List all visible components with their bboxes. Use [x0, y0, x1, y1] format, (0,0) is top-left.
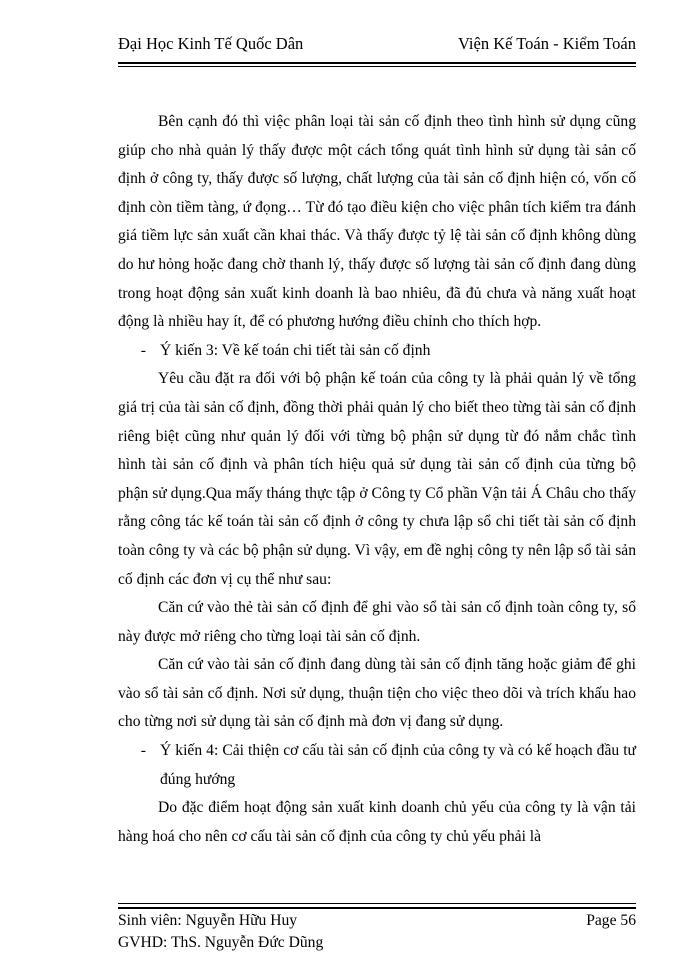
header-university: Đại Học Kinh Tế Quốc Dân	[118, 34, 304, 53]
paragraph-business-characteristics: Do đặc điểm hoạt động sản xuất kinh doanh chủ yếu của công ty là vận tải hàng hoá cho nên cơ cấu tài sản cố định của công ty chủ yếu phải là	[118, 799, 636, 845]
paragraph-requirements: Yêu cầu đặt ra đối với bộ phận kế toán của công ty là phải quản lý về tổng giá trị của tài sản cố định, đồng thời phải quản lý cho biết theo từng tài sản cố định riêng biệt cũng như quản lý đối với từng bộ phận sử dụng từ đó nắm chắc tình hình tài sản cố định và phân tích hiệu quả sử dụng tài sản cố định của từng bộ phận sử dụng.Qua mấy tháng thực tập ở Công ty Cổ phần Vận tải Á Châu cho thấy rằng công tác kế toán tài sản cố định ở công ty chưa lập sổ chi tiết tài sản cố định toàn công ty và các bộ phận sử dụng. Vì vậy, em đề nghị công ty nên lập sổ tài sản cố định các đơn vị cụ thể như sau:	[118, 370, 636, 588]
document-body	[118, 108, 636, 851]
bullet-dash: -	[140, 742, 146, 760]
footer-page-number: Page 56	[586, 912, 636, 929]
header-rule-thick	[118, 62, 636, 64]
bullet-opinion-4	[118, 737, 636, 794]
footer-rule-thick	[118, 907, 636, 909]
bullet-opinion-3-text: Ý kiến 3: Về kế toán chi tiết tài sản cố định	[160, 341, 431, 359]
bullet-opinion-3	[118, 337, 636, 366]
footer-rule-thin	[118, 903, 636, 904]
header-rule-thin	[118, 66, 636, 67]
bullet-dash: -	[140, 341, 146, 359]
paragraph-classification: Bên cạnh đó thì việc phân loại tài sản cố định theo tình hình sử dụng cũng giúp cho nhà quản lý thấy được một cách tổng quát tình hình sử dụng tài sản cố định ở công ty, thấy được số lượng, chất lượng của tài sản cố định hiện có, vốn cố định còn tiềm tàng, ứ đọng… Từ đó tạo điều kiện cho việc phân tích kiểm tra đánh giá tiềm lực sản xuất cần khai thác. Và thấy được tỷ lệ tài sản cố định không dùng do hư hỏng hoặc đang chờ thanh lý, thấy được số lượng tài sản cố định đang dùng trong hoạt động sản xuất kinh doanh là bao nhiêu, đã đủ chưa và năng xuất hoạt động là nhiều hay ít, để có phương hướng điều chỉnh cho thích hợp.	[118, 113, 636, 331]
page-header	[118, 28, 636, 54]
page-footer	[118, 910, 636, 954]
footer-advisor: GVHD: ThS. Nguyễn Đức Dũng	[118, 934, 324, 951]
header-institute: Viện Kế Toán - Kiểm Toán	[457, 34, 636, 53]
paragraph-assets-in-use: Căn cứ vào tài sản cố định đang dùng tài sản cố định tăng hoặc giảm để ghi vào sổ tài sản cố định. Nơi sử dụng, thuận tiện cho việc theo dõi và trích khấu hao cho từng nơi sử dụng tài sản cố định mà đơn vị đang sử dụng.	[118, 656, 636, 731]
paragraph-asset-card: Căn cứ vào thẻ tài sản cố định để ghi vào sổ tài sản cố định toàn công ty, sổ này được mở riêng cho từng loại tài sản cố định.	[118, 599, 636, 645]
footer-student: Sinh viên: Nguyễn Hữu Huy	[118, 912, 298, 929]
bullet-opinion-4-text: Ý kiến 4: Cải thiện cơ cấu tài sản cố định của công ty và có kế hoạch đầu tư đúng hướng	[160, 742, 636, 788]
